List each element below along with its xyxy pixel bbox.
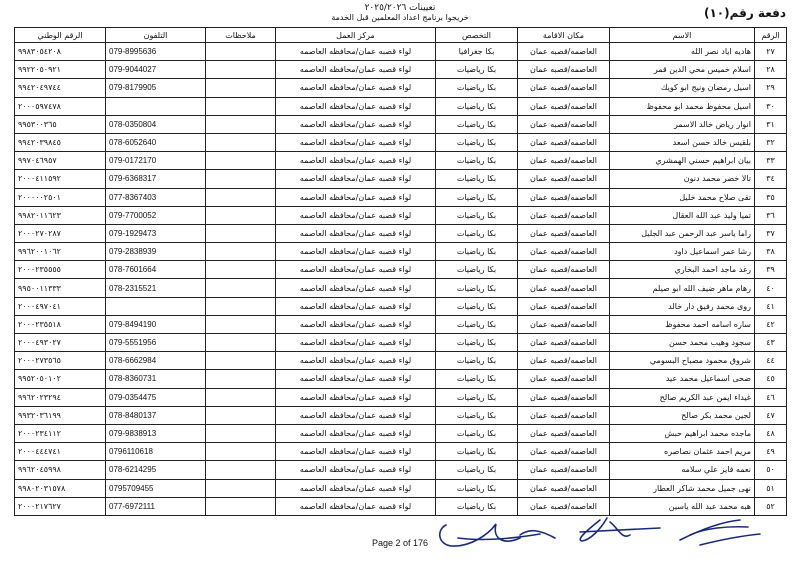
cell-national-id: ٩٩٥٣٠٠٣٦٥ (15, 115, 106, 133)
cell-national-id: ٢٠٠٠٢٣٥٥٥٥ (15, 261, 106, 279)
cell-notes (206, 279, 276, 297)
cell-phone: 078-7601664 (106, 261, 206, 279)
cell-specialty: بكا رياضيات (436, 424, 518, 442)
cell-notes (206, 170, 276, 188)
cell-residence: العاصمه/قصبه عمان (518, 188, 610, 206)
cell-notes (206, 388, 276, 406)
col-header-national-id: الرقم الوطني (15, 28, 106, 43)
cell-national-id: ٩٩٦٢٠٤٥٩٩٨ (15, 461, 106, 479)
cell-phone: 079-6368317 (106, 170, 206, 188)
cell-national-id: ٩٩٣٢٠٣٦١٩٩ (15, 406, 106, 424)
cell-work-center: لواء قصبه عمان/محافظه العاصمه (276, 279, 436, 297)
cell-national-id: ٢٠٠٠٢١٧٦٢٧ (15, 497, 106, 515)
cell-index: ٤١ (755, 297, 787, 315)
cell-work-center: لواء قصبه عمان/محافظه العاصمه (276, 97, 436, 115)
cell-name: اسيل رمضان ونيج ابو كويك (610, 79, 755, 97)
cell-work-center: لواء قصبه عمان/محافظه العاصمه (276, 315, 436, 333)
cell-notes (206, 61, 276, 79)
cell-phone: 079-9838913 (106, 424, 206, 442)
cell-work-center: لواء قصبه عمان/محافظه العاصمه (276, 133, 436, 151)
cell-index: ٥١ (755, 479, 787, 497)
cell-index: ٣٨ (755, 243, 787, 261)
cell-specialty: بكا رياضيات (436, 388, 518, 406)
cell-national-id: ٢٠٠٠٤١١٥٩٢ (15, 170, 106, 188)
cell-work-center: لواء قصبه عمان/محافظه العاصمه (276, 243, 436, 261)
cell-notes (206, 115, 276, 133)
cell-residence: العاصمه/قصبه عمان (518, 479, 610, 497)
col-header-phone: التلفون (106, 28, 206, 43)
cell-phone: 078-2315521 (106, 279, 206, 297)
cell-name: ضحى اسماعيل محمد عيد (610, 370, 755, 388)
table-row (15, 261, 787, 279)
cell-work-center: لواء قصبه عمان/محافظه العاصمه (276, 79, 436, 97)
cell-name: تالا خضر محمد دنون (610, 170, 755, 188)
cell-phone: 078-8480137 (106, 406, 206, 424)
cell-notes (206, 497, 276, 515)
cell-work-center: لواء قصبه عمان/محافظه العاصمه (276, 206, 436, 224)
cell-index: ٤٨ (755, 424, 787, 442)
cell-specialty: بكا رياضيات (436, 261, 518, 279)
cell-national-id: ٢٠٠٠٢٧٠٢٨٧ (15, 224, 106, 242)
cell-index: ٢٧ (755, 43, 787, 61)
table-row (15, 388, 787, 406)
cell-name: رشا عمر اسماعيل داود (610, 243, 755, 261)
cell-work-center: لواء قصبه عمان/محافظه العاصمه (276, 61, 436, 79)
document-subtitle: خريجوا برنامج اعداد المعلمين قبل الخدمة (331, 13, 469, 22)
cell-residence: العاصمه/قصبه عمان (518, 61, 610, 79)
cell-phone: 078-0350804 (106, 115, 206, 133)
cell-specialty: بكا رياضيات (436, 352, 518, 370)
table-row (15, 243, 787, 261)
table-row (15, 334, 787, 352)
cell-name: تقى صلاح محمد خليل (610, 188, 755, 206)
col-header-residence: مكان الاقامة (518, 28, 610, 43)
cell-notes (206, 206, 276, 224)
cell-national-id: ٢٠٠٠٤٩٧٠٤١ (15, 297, 106, 315)
cell-index: ٣٥ (755, 188, 787, 206)
cell-index: ٣٤ (755, 170, 787, 188)
cell-work-center: لواء قصبه عمان/محافظه العاصمه (276, 370, 436, 388)
cell-work-center: لواء قصبه عمان/محافظه العاصمه (276, 334, 436, 352)
cell-index: ٤٦ (755, 388, 787, 406)
cell-notes (206, 188, 276, 206)
cell-specialty: بكا رياضيات (436, 297, 518, 315)
cell-notes (206, 443, 276, 461)
cell-national-id: ٩٩٨٣٠٥٤٢٠٨ (15, 43, 106, 61)
cell-specialty: بكا رياضيات (436, 443, 518, 461)
table-row (15, 352, 787, 370)
table-row (15, 115, 787, 133)
cell-index: ٣١ (755, 115, 787, 133)
cell-residence: العاصمه/قصبه عمان (518, 352, 610, 370)
cell-phone: 078-6052640 (106, 133, 206, 151)
table-row (15, 170, 787, 188)
cell-specialty: بكا رياضيات (436, 497, 518, 515)
cell-phone: 079-5551956 (106, 334, 206, 352)
cell-national-id: ٢٠٠٠٤٩٣٠٢٧ (15, 334, 106, 352)
cell-notes (206, 315, 276, 333)
cell-name: ماجده محمد ابراهيم حبش (610, 424, 755, 442)
cell-specialty: بكا رياضيات (436, 479, 518, 497)
cell-phone: 079-8179905 (106, 79, 206, 97)
cell-name: نعمه فايز علي سلامه (610, 461, 755, 479)
cell-residence: العاصمه/قصبه عمان (518, 279, 610, 297)
cell-work-center: لواء قصبه عمان/محافظه العاصمه (276, 297, 436, 315)
cell-notes (206, 297, 276, 315)
cell-residence: العاصمه/قصبه عمان (518, 206, 610, 224)
cell-specialty: بكا رياضيات (436, 461, 518, 479)
cell-name: ساره اسامه احمد محفوظ (610, 315, 755, 333)
cell-work-center: لواء قصبه عمان/محافظه العاصمه (276, 224, 436, 242)
table-row (15, 43, 787, 61)
cell-residence: العاصمه/قصبه عمان (518, 224, 610, 242)
cell-work-center: لواء قصبه عمان/محافظه العاصمه (276, 406, 436, 424)
cell-specialty: بكا رياضيات (436, 243, 518, 261)
cell-national-id: ٩٩٥٠٠١١٣٣٣ (15, 279, 106, 297)
cell-notes (206, 261, 276, 279)
cell-index: ٣٣ (755, 152, 787, 170)
cell-national-id: ٩٩٨٠٢٠٣١٥٧٨ (15, 479, 106, 497)
cell-work-center: لواء قصبه عمان/محافظه العاصمه (276, 261, 436, 279)
cell-name: اسلام خميس محي الدين قمر (610, 61, 755, 79)
cell-specialty: بكا رياضيات (436, 133, 518, 151)
cell-specialty: بكا رياضيات (436, 115, 518, 133)
cell-index: ٢٨ (755, 61, 787, 79)
cell-phone: 079-1929473 (106, 224, 206, 242)
cell-national-id: ٩٩٦٢٠٢٣٢٩٤ (15, 388, 106, 406)
cell-name: رهام ماهر ضيف الله ابو صيلم (610, 279, 755, 297)
cell-name: سجود وهيب محمد حسن (610, 334, 755, 352)
cell-notes (206, 406, 276, 424)
table-header-row (15, 28, 787, 43)
cell-name: بيان ابراهيم حسني الهمشري (610, 152, 755, 170)
cell-index: ٤٤ (755, 352, 787, 370)
cell-notes (206, 43, 276, 61)
cell-name: هبه محمد عبد الله ياسين (610, 497, 755, 515)
table-row (15, 497, 787, 515)
cell-notes (206, 224, 276, 242)
cell-phone: 079-2838939 (106, 243, 206, 261)
cell-notes (206, 424, 276, 442)
cell-notes (206, 334, 276, 352)
table-row (15, 206, 787, 224)
cell-work-center: لواء قصبه عمان/محافظه العاصمه (276, 443, 436, 461)
cell-residence: العاصمه/قصبه عمان (518, 388, 610, 406)
cell-residence: العاصمه/قصبه عمان (518, 243, 610, 261)
table-row (15, 133, 787, 151)
cell-index: ٥٠ (755, 461, 787, 479)
col-header-work-center: مركز العمل (276, 28, 436, 43)
table-row (15, 79, 787, 97)
cell-specialty: بكا جغرافيا (436, 43, 518, 61)
cell-index: ٥٢ (755, 497, 787, 515)
cell-residence: العاصمه/قصبه عمان (518, 370, 610, 388)
cell-specialty: بكا رياضيات (436, 370, 518, 388)
cell-notes (206, 133, 276, 151)
cell-name: انوار رياض خالد الاسمر (610, 115, 755, 133)
cell-index: ٤٠ (755, 279, 787, 297)
cell-residence: العاصمه/قصبه عمان (518, 261, 610, 279)
cell-phone: 078-8360731 (106, 370, 206, 388)
cell-work-center: لواء قصبه عمان/محافظه العاصمه (276, 461, 436, 479)
cell-residence: العاصمه/قصبه عمان (518, 133, 610, 151)
cell-index: ٣٠ (755, 97, 787, 115)
table-row (15, 297, 787, 315)
table-row (15, 443, 787, 461)
cell-index: ٣٧ (755, 224, 787, 242)
cell-national-id: ٩٩٢٢٠٥٠٩٢١ (15, 61, 106, 79)
table-row (15, 279, 787, 297)
cell-national-id: ٩٩٤٢٠٤٩٧٤٤ (15, 79, 106, 97)
cell-residence: العاصمه/قصبه عمان (518, 170, 610, 188)
cell-notes (206, 243, 276, 261)
cell-national-id: ٢٠٠٠٤٤٤٧٤١ (15, 443, 106, 461)
cell-name: اسيل محفوظ محمد ابو محفوظ (610, 97, 755, 115)
cell-work-center: لواء قصبه عمان/محافظه العاصمه (276, 43, 436, 61)
cell-specialty: بكا رياضيات (436, 224, 518, 242)
table-row (15, 224, 787, 242)
table-row (15, 152, 787, 170)
cell-name: هاديه اياد نصر الله (610, 43, 755, 61)
batch-number: دفعة رقم(١٠) (703, 6, 786, 20)
cell-specialty: بكا رياضيات (436, 279, 518, 297)
cell-index: ٣٩ (755, 261, 787, 279)
cell-work-center: لواء قصبه عمان/محافظه العاصمه (276, 352, 436, 370)
cell-residence: العاصمه/قصبه عمان (518, 497, 610, 515)
cell-phone: 079-0172170 (106, 152, 206, 170)
cell-residence: العاصمه/قصبه عمان (518, 315, 610, 333)
cell-residence: العاصمه/قصبه عمان (518, 443, 610, 461)
table-row (15, 61, 787, 79)
cell-name: رغد ماجد احمد البخاري (610, 261, 755, 279)
cell-specialty: بكا رياضيات (436, 334, 518, 352)
cell-work-center: لواء قصبه عمان/محافظه العاصمه (276, 497, 436, 515)
cell-notes (206, 79, 276, 97)
cell-phone: 079-8995636 (106, 43, 206, 61)
cell-work-center: لواء قصبه عمان/محافظه العاصمه (276, 479, 436, 497)
cell-residence: العاصمه/قصبه عمان (518, 461, 610, 479)
table-row (15, 188, 787, 206)
cell-national-id: ٩٩٤٢٠٣٩٨٤٥ (15, 133, 106, 151)
cell-residence: العاصمه/قصبه عمان (518, 97, 610, 115)
cell-phone (106, 97, 206, 115)
cell-work-center: لواء قصبه عمان/محافظه العاصمه (276, 388, 436, 406)
cell-index: ٤٥ (755, 370, 787, 388)
cell-work-center: لواء قصبه عمان/محافظه العاصمه (276, 115, 436, 133)
table-row (15, 370, 787, 388)
cell-notes (206, 370, 276, 388)
cell-national-id: ٢٠٠٠٢٧٣٥٦٥ (15, 352, 106, 370)
cell-residence: العاصمه/قصبه عمان (518, 334, 610, 352)
cell-specialty: بكا رياضيات (436, 315, 518, 333)
table-row (15, 461, 787, 479)
cell-national-id: ٢٠٠٠٥٩٧٤٧٨ (15, 97, 106, 115)
col-header-notes: ملاحظات (206, 28, 276, 43)
cell-index: ٣٢ (755, 133, 787, 151)
cell-residence: العاصمه/قصبه عمان (518, 115, 610, 133)
table-row (15, 479, 787, 497)
cell-notes (206, 152, 276, 170)
cell-notes (206, 461, 276, 479)
cell-national-id: ٩٩٧٠٤٦٩٥٧ (15, 152, 106, 170)
cell-name: غيداء ايمن عبد الكريم صالح (610, 388, 755, 406)
cell-phone: 078-6214295 (106, 461, 206, 479)
cell-name: تميا وليد عبد الله العقال (610, 206, 755, 224)
cell-specialty: بكا رياضيات (436, 97, 518, 115)
cell-specialty: بكا رياضيات (436, 170, 518, 188)
col-header-specialty: التخصص (436, 28, 518, 43)
cell-national-id: ٩٩٨٢٠١١٦٢٣ (15, 206, 106, 224)
cell-national-id: ٢٠٠٠٢٣٥٥١٨ (15, 315, 106, 333)
cell-name: راما ياسر عبد الرحمن عبد الجليل (610, 224, 755, 242)
cell-work-center: لواء قصبه عمان/محافظه العاصمه (276, 170, 436, 188)
document-title: تعيينات ٢٠٢٥/٢٠٢٦ (364, 3, 436, 13)
cell-phone (106, 297, 206, 315)
cell-phone: 079-0354475 (106, 388, 206, 406)
cell-notes (206, 352, 276, 370)
cell-phone: 077-6972111 (106, 497, 206, 515)
cell-phone: 0796110618 (106, 443, 206, 461)
cell-work-center: لواء قصبه عمان/محافظه العاصمه (276, 424, 436, 442)
cell-name: بلقيس خالد حسن اسعد (610, 133, 755, 151)
cell-name: نهى جميل محمد شاكر العطار (610, 479, 755, 497)
cell-index: ٤٢ (755, 315, 787, 333)
table-row (15, 97, 787, 115)
cell-name: شروق محمود مصباح البسومي (610, 352, 755, 370)
cell-work-center: لواء قصبه عمان/محافظه العاصمه (276, 152, 436, 170)
cell-specialty: بكا رياضيات (436, 61, 518, 79)
cell-name: روى محمد رفيق دار خالد (610, 297, 755, 315)
appointments-table (14, 27, 787, 516)
cell-index: ٤٧ (755, 406, 787, 424)
cell-residence: العاصمه/قصبه عمان (518, 43, 610, 61)
cell-specialty: بكا رياضيات (436, 79, 518, 97)
cell-notes (206, 97, 276, 115)
page-number: Page 2 of 176 (371, 538, 429, 548)
table-row (15, 424, 787, 442)
cell-specialty: بكا رياضيات (436, 188, 518, 206)
cell-phone: 077-8367403 (106, 188, 206, 206)
cell-index: ٤٣ (755, 334, 787, 352)
cell-national-id: ٩٩٥٢٠٥٠١٠٢ (15, 370, 106, 388)
cell-index: ٣٦ (755, 206, 787, 224)
cell-phone: 078-6662984 (106, 352, 206, 370)
cell-work-center: لواء قصبه عمان/محافظه العاصمه (276, 188, 436, 206)
cell-notes (206, 479, 276, 497)
cell-residence: العاصمه/قصبه عمان (518, 297, 610, 315)
table-row (15, 315, 787, 333)
cell-phone: 079-9044027 (106, 61, 206, 79)
table-row (15, 406, 787, 424)
cell-phone: 079-8494190 (106, 315, 206, 333)
cell-residence: العاصمه/قصبه عمان (518, 152, 610, 170)
cell-residence: العاصمه/قصبه عمان (518, 406, 610, 424)
cell-national-id: ٩٩٦٢٠٠١٠٦٢ (15, 243, 106, 261)
cell-specialty: بكا رياضيات (436, 406, 518, 424)
cell-index: ٢٩ (755, 79, 787, 97)
cell-index: ٤٩ (755, 443, 787, 461)
col-header-index: الرقم (755, 28, 787, 43)
cell-specialty: بكا رياضيات (436, 206, 518, 224)
cell-national-id: ٢٠٠٠٢٣٤١١٢ (15, 424, 106, 442)
cell-name: مريم احمد عثمان نصاصره (610, 443, 755, 461)
cell-national-id: ٢٠٠٠٠٠٢٥٠١ (15, 188, 106, 206)
cell-name: لجين محمد بكر صالح (610, 406, 755, 424)
cell-specialty: بكا رياضيات (436, 152, 518, 170)
cell-phone: 079-7700052 (106, 206, 206, 224)
cell-residence: العاصمه/قصبه عمان (518, 79, 610, 97)
cell-residence: العاصمه/قصبه عمان (518, 424, 610, 442)
cell-phone: 0795709455 (106, 479, 206, 497)
col-header-name: الاسم (610, 28, 755, 43)
